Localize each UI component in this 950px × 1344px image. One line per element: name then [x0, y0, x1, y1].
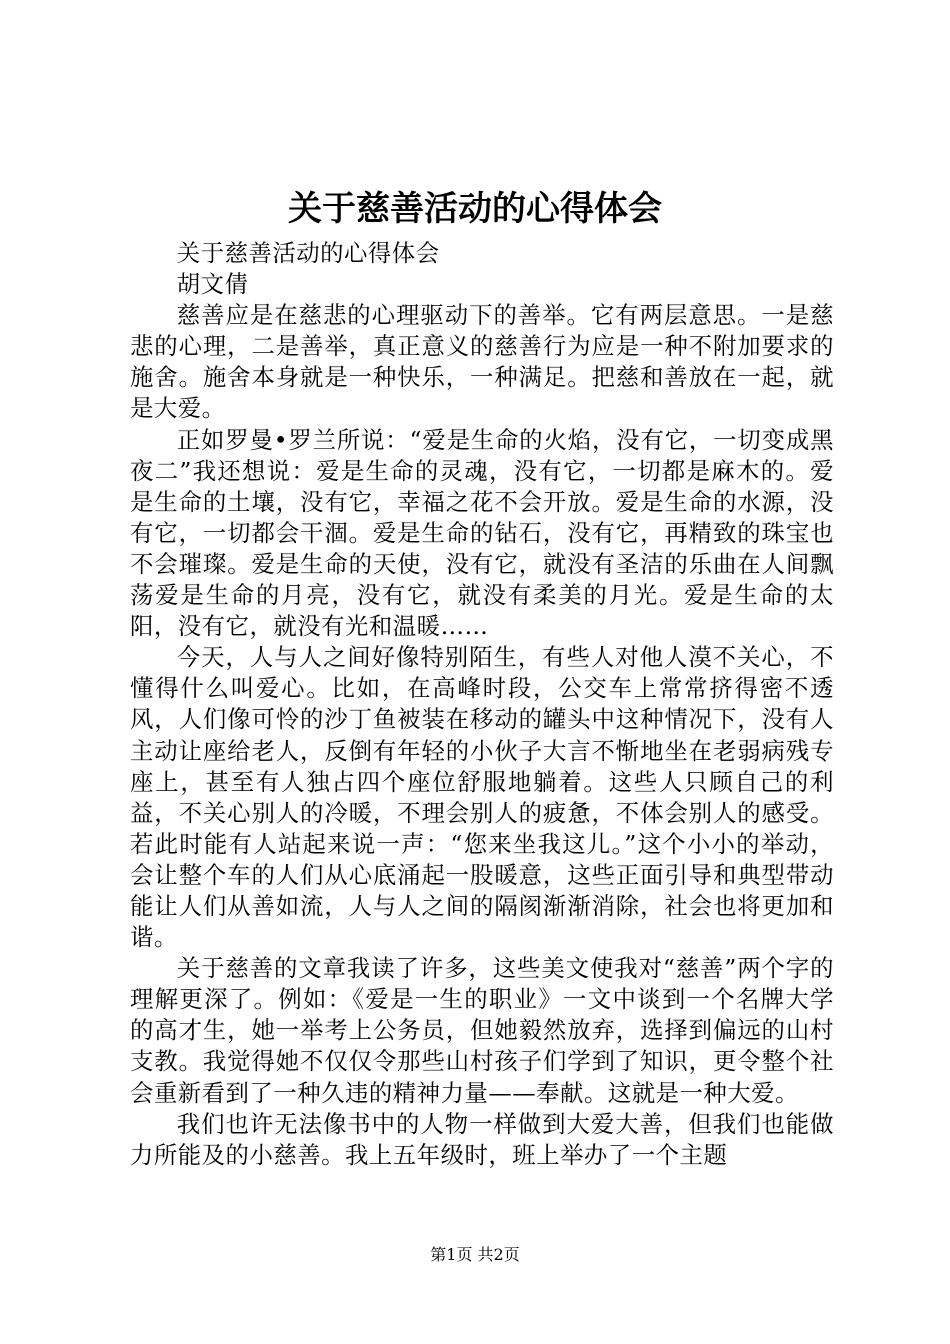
- document-body: [130, 238, 834, 1171]
- body-paragraph: 慈善应是在慈悲的心理驱动下的善举。它有两层意思。一是慈悲的心理，二是善举，真正意义的慈善行为应是一种不附加要求的施舍。施舍本身就是一种快乐，一种满足。把慈和善放在一起，就是大爱。: [130, 301, 834, 423]
- body-paragraph-subtitle: 关于慈善活动的心得体会: [176, 239, 440, 267]
- body-paragraph: 正如罗曼•罗兰所说：“爱是生命的火焰，没有它，一切变成黑夜二”我还想说：爱是生命的灵魂，没有它，一切都是麻木的。爱是生命的土壤，没有它，幸福之花不会开放。爱是生命的水源，没有它，一切都会干涸。爱是生命的钻石，没有它，再精致的珠宝也不会璀璨。爱是生命的天使，没有它，就没有圣洁的乐曲在人间飘荡爱是生命的月亮，没有它，就没有柔美的月光。爱是生命的太阳，没有它，就没有光和温暖……: [130, 425, 834, 641]
- body-paragraph: 今天，人与人之间好像特别陌生，有些人对他人漠不关心，不懂得什么叫爱心。比如，在高峰时段，公交车上常常挤得密不透风，人们像可怜的沙丁鱼被装在移动的罐头中这种情况下，没有人主动让座给老人，反倒有年轻的小伙子大言不惭地坐在老弱病残专座上，甚至有人独占四个座位舒服地躺着。这些人只顾自己的利益，不关心别人的冷暖，不理会别人的疲惫，不体会别人的感受。若此时能有人站起来说一声：“您来坐我这儿。”这个小小的举动，会让整个车的人们从心底涌起一股暖意，这些正面引导和典型带动能让人们从善如流，人与人之间的隔阂渐渐消除，社会也将更加和谐。: [130, 643, 834, 952]
- document-title: 关于慈善活动的心得体会: [288, 189, 662, 229]
- page-footer: [0, 1243, 950, 1267]
- body-paragraph: 关于慈善的文章我读了许多，这些美文使我对“慈善”两个字的理解更深了。例如：《爱是一生的职业》一文中谈到一个名牌大学的高才生，她一举考上公务员，但她毅然放弃，选择到偏远的山村支教。我觉得她不仅仅令那些山村孩子们学到了知识，更令整个社会重新看到了一种久违的精神力量——奉献。这就是一种大爱。: [130, 954, 834, 1107]
- body-paragraph: 我们也许无法像书中的人物一样做到大爱大善，但我们也能做力所能及的小慈善。我上五年级时，班上举办了一个主题: [130, 1109, 834, 1169]
- page-indicator: 第1页 共2页: [430, 1245, 520, 1264]
- body-paragraph-author: 胡文倩: [176, 270, 249, 299]
